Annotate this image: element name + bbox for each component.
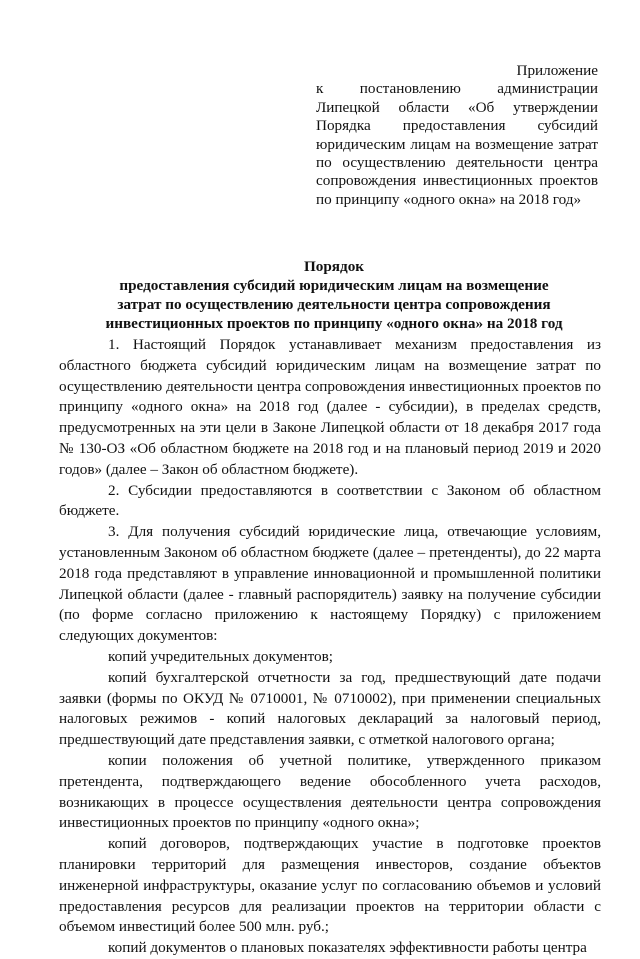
list-item-contracts: копий договоров, подтверждающих участие в подготовке проектов планировки территорий для размещения инвесторов, создание объектов инженерной инфраструктуры, оказание услуг по согласованию объемов и условий предоставления ресурсов для реализации проектов на территории области с объемом инвестиций более 500 млн. руб.; — [59, 835, 601, 936]
appendix-line: Приложение — [516, 62, 598, 79]
document-body — [59, 335, 601, 959]
appendix-line: юридическим лицам на возмещение затрат — [316, 135, 598, 153]
appendix-line: к постановлению администрации — [316, 80, 598, 98]
appendix-line: сопровождения инвестиционных проектов — [316, 172, 598, 190]
appendix-line: по осуществлению деятельности центра — [316, 154, 598, 172]
list-item-accounting-policy: копии положения об учетной политике, утвержденного приказом претендента, подтверждающего ведение обособленного учета расходов, возникающих в процессе осуществления деятельности центра сопровождения инвестиционных проектов по принципу «одного окна»; — [59, 751, 601, 832]
title-heading: Порядок — [303, 258, 365, 275]
paragraph-1: 1. Настоящий Порядок устанавливает механизм предоставления из областного бюджета субсидий юридическим лицам на возмещение затрат по осуществлению деятельности центра сопровождения инвестиционных проектов по принципу «одного окна» на 2018 год (далее - субсидии), в пределах средств, предусмотренных на эти цели в Законе Липецкой области от 18 декабря 2017 года № 130-ОЗ «Об областном бюджете на 2018 год и на плановый период 2019 и 2020 годов» (далее – Закон об областном бюджете). — [59, 336, 601, 478]
title-line: инвестиционных проектов по принципу «одного окна» на 2018 год — [105, 315, 563, 332]
title-line: затрат по осуществлению деятельности центра сопровождения — [117, 296, 551, 313]
appendix-line: Липецкой области «Об утверждении — [316, 98, 598, 116]
paragraph-3: 3. Для получения субсидий юридические лица, отвечающие условиям, установленным Законом об областном бюджете (далее – претенденты), до 22 марта 2018 года представляют в управление инновационной и промышленной политики Липецкой области (далее - главный распорядитель) заявку на получение субсидии (по форме согласно приложению к настоящему Порядку) с приложением следующих документов: — [59, 523, 601, 645]
list-item-founding-docs: копий учредительных документов; — [108, 647, 333, 665]
paragraph-2: 2. Субсидии предоставляются в соответствии с Законом об областном бюджете. — [59, 481, 601, 520]
list-item-accounting-reports: копий бухгалтерской отчетности за год, предшествующий дате подачи заявки (формы по ОКУД № 0710001, № 0710002), при применении специальных налоговых режимов - копий налоговых деклараций за налоговый период, предшествующий дате представления заявки, с отметкой налогового органа; — [59, 668, 601, 749]
appendix-line: Порядка предоставления субсидий — [316, 117, 598, 135]
appendix-note — [316, 62, 598, 209]
title-line: предоставления субсидий юридическим лицам на возмещение — [119, 277, 549, 294]
appendix-line: по принципу «одного окна» на 2018 год» — [316, 190, 582, 208]
document-title — [60, 257, 608, 333]
list-item-performance-docs: копий документов о плановых показателях эффективности работы центра — [108, 939, 587, 957]
